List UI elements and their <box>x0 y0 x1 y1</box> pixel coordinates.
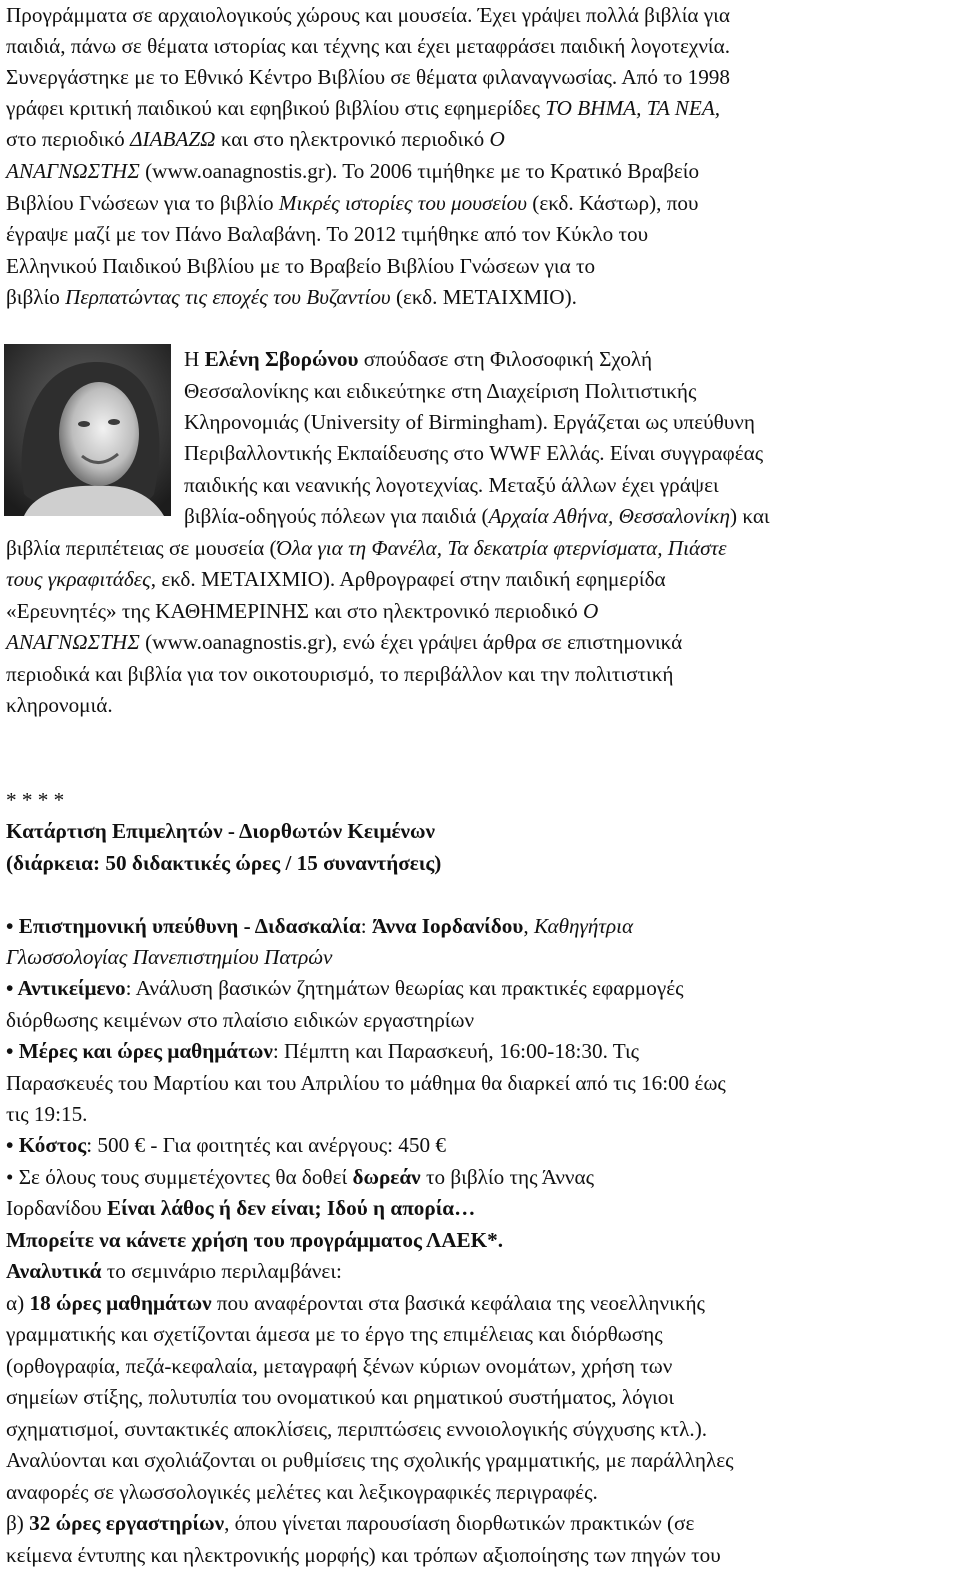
author-photo <box>4 344 171 516</box>
course-subtitle: (διάρκεια: 50 διδακτικές ώρες / 15 συναντήσεις) <box>6 851 442 875</box>
bio1-line: έγραψε μαζί με τον Πάνο Βαλαβάνη. Το 2012 τιμήθηκε από τον Κύκλο του <box>6 222 649 246</box>
bio2-line: «Ερευνητές» της ΚΑΘΗΜΕΡΙΝΗΣ και στο ηλεκτρονικό περιοδικό Ο <box>6 599 599 623</box>
portrait-image <box>4 344 171 516</box>
course-bullet-instructor: • Επιστημονική υπεύθυνη - Διδασκαλία: Άννα Ιορδανίδου, Καθηγήτρια <box>6 914 634 938</box>
course-bullet-gift: • Σε όλους τους συμμετέχοντες θα δοθεί δωρεάν το βιβλίο της Άννας <box>6 1165 594 1189</box>
bio1-line: στο περιοδικό ΔΙΑΒΑΖΩ και στο ηλεκτρονικό περιοδικό Ο <box>6 127 505 151</box>
section-a-line: Αναλύονται και σχολιάζονται οι ρυθμίσεις της σχολικής γραμματικής, με παράλληλες <box>6 1448 734 1472</box>
section-a-line: σχηματισμοί, συντακτικές αποκλίσεις, περιπτώσεις εννοιολογικής σύγχυσης κτλ.). <box>6 1417 708 1441</box>
section-a-line: σημείων στίξης, πολυτυπία του ονοματικού και ρηματικού συστήματος, λόγιοι <box>6 1385 675 1409</box>
section-separator: * * * * <box>6 788 65 812</box>
course-bullet-schedule: • Μέρες και ώρες μαθημάτων: Πέμπτη και Παρασκευή, 16:00-18:30. Τις <box>6 1039 640 1063</box>
bio1-line: παιδιά, πάνω σε θέματα ιστορίας και τέχνης και έχει μεταφράσει παιδική λογοτεχνία. <box>6 34 730 58</box>
bio1-line: Συνεργάστηκε με το Εθνικό Κέντρο Βιβλίου σε θέματα φιλαναγνωσίας. Από το 1998 <box>6 65 730 89</box>
course-bullet-instructor-cont: Γλωσσολογίας Πανεπιστημίου Πατρών <box>6 945 333 969</box>
section-a-line: (ορθογραφία, πεζά-κεφαλαία, μεταγραφή ξένων κύριων ονομάτων, χρήση των <box>6 1354 673 1378</box>
bio2-line: τους γκραφιτάδες, εκδ. ΜΕΤΑΙΧΜΙΟ). Αρθρογραφεί στην παιδική εφημερίδα <box>6 567 666 591</box>
laek-note: Μπορείτε να κάνετε χρήση του προγράμματος ΛΑΕΚ*. <box>6 1228 504 1252</box>
course-bullet-schedule-cont: Παρασκευές του Μαρτίου και του Απριλίου το μάθημα θα διαρκεί από τις 16:00 έως <box>6 1071 726 1095</box>
bio1-line: Βιβλίου Γνώσεων για το βιβλίο Μικρές ιστορίες του μουσείου (εκδ. Κάστωρ), που <box>6 191 699 215</box>
section-b-line: κείμενα έντυπης και ηλεκτρονικής μορφής) και τρόπων αξιοποίησης των πηγών του <box>6 1543 721 1567</box>
bio2-line: ΑΝΑΓΝΩΣΤΗΣ (www.oanagnostis.gr), ενώ έχει γράψει άρθρα σε επιστημονικά <box>6 630 683 654</box>
bio1-line: Ελληνικού Παιδικού Βιβλίου με το Βραβείο Βιβλίου Γνώσεων για το <box>6 254 596 278</box>
course-bullet-cost: • Κόστος: 500 € - Για φοιτητές και ανέργους: 450 € <box>6 1133 446 1157</box>
section-a: α) 18 ώρες μαθημάτων που αναφέρονται στα βασικά κεφάλαια της νεοελληνικής <box>6 1291 705 1315</box>
bio2-line: Κληρονομιάς (University of Birmingham). Εργάζεται ως υπεύθυνη <box>184 410 755 434</box>
bio2-line: περιοδικά και βιβλία για τον οικοτουρισμό, το περιβάλλον και την πολιτιστική <box>6 662 674 686</box>
course-bullet-schedule-cont: τις 19:15. <box>6 1102 88 1126</box>
bio2-line: βιβλία περιπέτειας σε μουσεία (Όλα για τη Φανέλα, Τα δεκατρία φτερνίσματα, Πιάστε <box>6 536 727 560</box>
bio2-line: Περιβαλλοντικής Εκπαίδευσης στο WWF Ελλάς. Είναι συγγραφέας <box>184 441 764 465</box>
section-b: β) 32 ώρες εργαστηρίων, όπου γίνεται παρουσίαση διορθωτικών πρακτικών (σε <box>6 1511 695 1535</box>
course-bullet-gift-cont: Ιορδανίδου Είναι λάθος ή δεν είναι; Ιδού η απορία… <box>6 1196 476 1220</box>
bio2-line: Η Ελένη Σβορώνου σπούδασε στη Φιλοσοφική Σχολή <box>184 347 653 371</box>
course-title: Κατάρτιση Επιμελητών - Διορθωτών Κειμένων <box>6 819 435 843</box>
bio2-line: βιβλία-οδηγούς πόλεων για παιδιά (Αρχαία Αθήνα, Θεσσαλονίκη) και <box>184 504 770 528</box>
course-bullet-subject: • Αντικείμενο: Ανάλυση βασικών ζητημάτων θεωρίας και πρακτικές εφαρμογές <box>6 976 684 1000</box>
bio2-line: κληρονομιά. <box>6 693 113 717</box>
course-bullet-subject-cont: διόρθωσης κειμένων στο πλαίσιο ειδικών εργαστηρίων <box>6 1008 475 1032</box>
bio2-line: Θεσσαλονίκης και ειδικεύτηκε στη Διαχείριση Πολιτιστικής <box>184 379 697 403</box>
bio2-line: παιδικής και νεανικής λογοτεχνίας. Μεταξύ άλλων έχει γράψει <box>184 473 719 497</box>
bio1-line: γράφει κριτική παιδικού και εφηβικού βιβλίου στις εφημερίδες ΤΟ ΒΗΜΑ, ΤΑ ΝΕΑ, <box>6 96 721 120</box>
bio1-line: βιβλίο Περπατώντας τις εποχές του Βυζαντίου (εκδ. ΜΕΤΑΙΧΜΙΟ). <box>6 285 577 309</box>
section-a-line: αναφορές σε γλωσσολογικές μελέτες και λεξικογραφικές περιγραφές. <box>6 1480 598 1504</box>
bio1-line: ΑΝΑΓΝΩΣΤΗΣ (www.oanagnostis.gr). Το 2006 τιμήθηκε με το Κρατικό Βραβείο <box>6 159 700 183</box>
analytics-intro: Αναλυτικά το σεμινάριο περιλαμβάνει: <box>6 1259 342 1283</box>
bio1-line: Προγράμματα σε αρχαιολογικούς χώρους και μουσεία. Έχει γράψει πολλά βιβλία για <box>6 3 730 27</box>
section-a-line: γραμματικής και σχετίζονται άμεσα με το έργο της επιμέλειας και διόρθωσης <box>6 1322 663 1346</box>
